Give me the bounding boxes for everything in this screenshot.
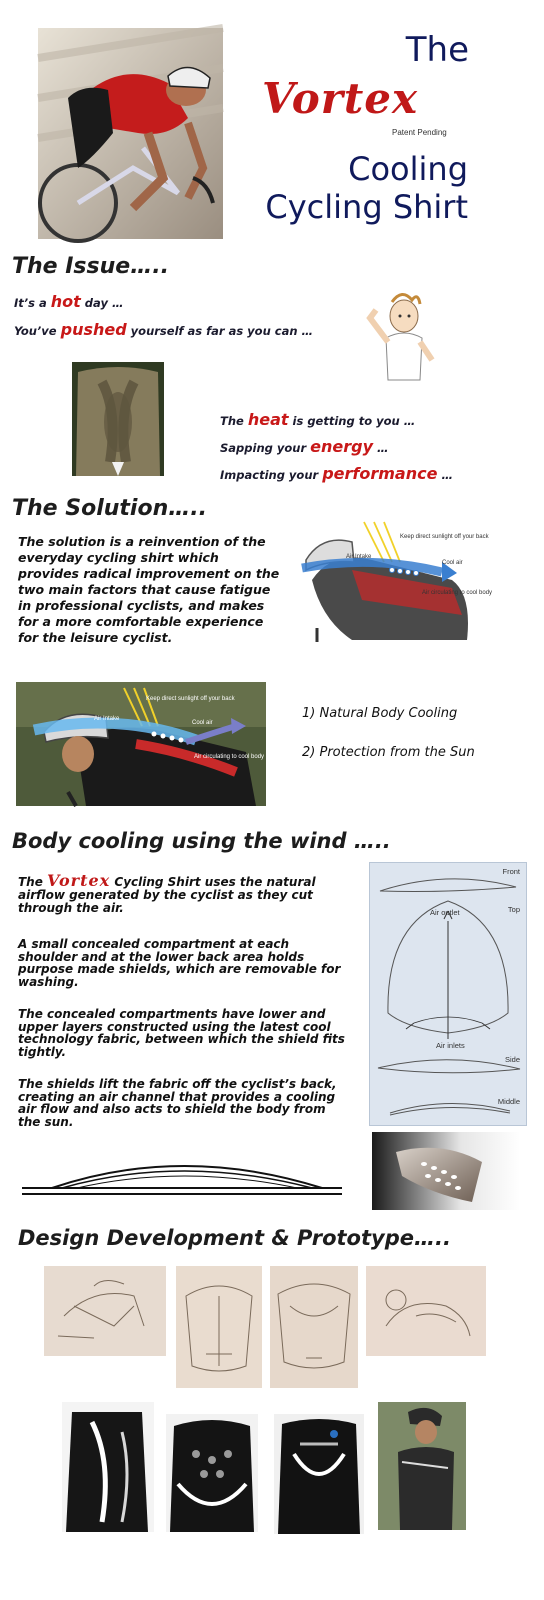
issue-line-hot-pre: It’s a [14, 296, 51, 310]
cooling-paragraph-2: A small concealed compartment at each shoulder and at the lower back area holds purpose made shields, which are removable for washing. [18, 937, 341, 989]
issue-line-performance [220, 464, 453, 483]
sketch-1 [44, 1266, 166, 1356]
cooling-paragraph-4: The shields lift the fabric off the cyclist’s back, creating an air channel that provides a cooling air flow and also acts to shield the body from the sun. [18, 1077, 337, 1129]
diagram-label-body: Air circulating to cool body [422, 590, 493, 596]
shield-3d-render [372, 1132, 520, 1210]
prototype-photo-1 [62, 1402, 154, 1532]
shield-label-middle: Middle [497, 1097, 520, 1106]
cyclist-photo [38, 28, 223, 239]
issue-line-performance-pre: Impacting your [220, 468, 323, 482]
shield-label-front: Front [502, 867, 520, 876]
issue-line-hot-post: day … [80, 296, 124, 310]
cooling-paragraph-1 [18, 871, 348, 915]
issue-line-performance-highlight: performance [322, 464, 438, 483]
photo-label-body: Air circulating to cool body [194, 754, 265, 760]
diagram-label-sun: Keep direct sunlight off your back [400, 534, 489, 540]
diagram-label-inlet: Air Intake [346, 554, 372, 560]
prototype-photo-3 [274, 1414, 364, 1534]
sketch-3 [270, 1266, 358, 1388]
solution-description: The solution is a reinvention of the everyday cycling shirt which provides radical improvement on the two main factors that cause fatigue in professional cyclists, and makes for a more comfortable experience for the leisure cyclist. [18, 534, 280, 645]
issue-line-energy [220, 437, 389, 456]
issue-line-pushed-pre: You’ve [14, 324, 61, 338]
cooling-p1-post: Cycling Shirt uses the natural airflow generated by the cyclist as they cut through the air. [18, 875, 316, 915]
issue-line-energy-highlight: energy [310, 437, 374, 456]
title-the: The [405, 30, 469, 70]
design-heading: Design Development & Prototype….. [18, 1226, 451, 1250]
sketch-4 [366, 1266, 486, 1356]
hot-person-cartoon [362, 288, 442, 384]
feature-natural-cooling: 1) Natural Body Cooling [302, 706, 458, 721]
rider-airflow-photo [16, 682, 266, 806]
photo-label-sun: Keep direct sunlight off your back [146, 696, 235, 702]
shield-profile-sketch [22, 1150, 342, 1200]
photo-label-inlet: Air Intake [94, 716, 120, 722]
cooling-p1-pre: The [18, 875, 48, 889]
sketch-2 [176, 1266, 262, 1388]
issue-line-heat-highlight: heat [247, 410, 289, 429]
sweaty-back-photo [72, 362, 164, 476]
cooling-p1-brand: Vortex [47, 871, 111, 890]
feature-sun-protection: 2) Protection from the Sun [302, 745, 475, 760]
title-cooling: Cooling [348, 150, 468, 188]
diagram-label-cool: Cool air [442, 560, 463, 566]
issue-line-performance-post: … [437, 468, 453, 482]
issue-line-energy-pre: Sapping your [220, 441, 311, 455]
issue-line-energy-post: … [373, 441, 389, 455]
shield-label-inlets: Air inlets [436, 1041, 465, 1050]
issue-line-hot [14, 292, 123, 311]
prototype-photo-4 [378, 1402, 466, 1530]
shield-label-top: Top [507, 905, 520, 914]
cooling-paragraph-3: The concealed compartments have lower and upper layers constructed using the latest cool technology fabric, between which the shield fits tightly. [18, 1007, 345, 1059]
title-cycling-shirt: Cycling Shirt [265, 188, 468, 226]
issue-heading: The Issue….. [12, 254, 169, 279]
patent-pending-note: Patent Pending [392, 128, 447, 137]
shield-label-side: Side [504, 1055, 520, 1064]
issue-line-pushed-highlight: pushed [60, 320, 127, 339]
photo-label-cool: Cool air [192, 720, 213, 726]
issue-line-pushed [14, 320, 313, 339]
body-cooling-heading: Body cooling using the wind ….. [12, 829, 391, 853]
brand-title: Vortex [262, 74, 419, 123]
shield-label-outlet: Air outlet [430, 908, 460, 917]
shield-views-diagram [369, 862, 527, 1126]
prototype-photo-2 [166, 1414, 258, 1532]
solution-diagram [292, 520, 493, 645]
issue-line-heat-pre: The [220, 414, 248, 428]
issue-line-heat-post: is getting to you … [288, 414, 416, 428]
solution-heading: The Solution….. [12, 496, 207, 521]
issue-line-heat [220, 410, 415, 429]
issue-line-pushed-post: yourself as far as you can … [126, 324, 314, 338]
issue-line-hot-highlight: hot [50, 292, 81, 311]
